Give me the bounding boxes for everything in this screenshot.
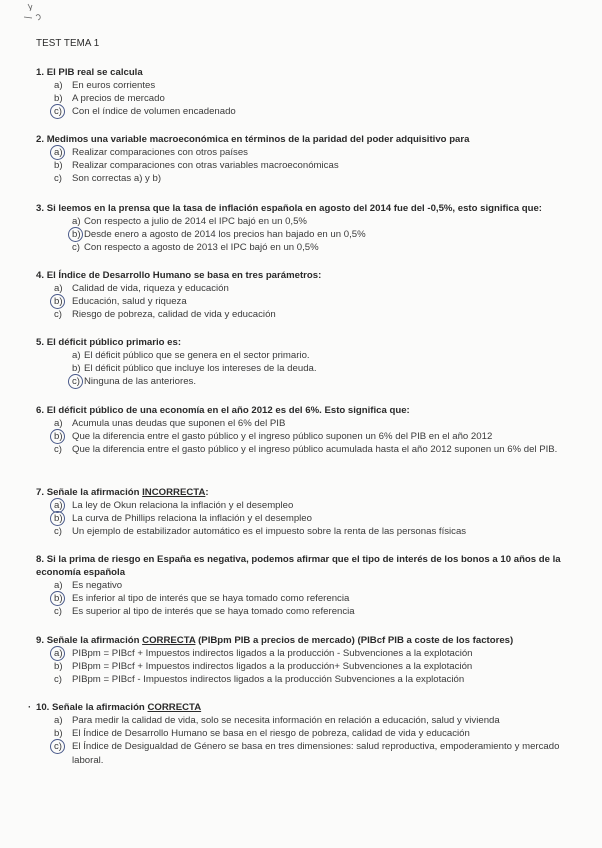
option-c: c) Con respecto a agosto de 2013 el IPC bajó en un 0,5%: [72, 242, 319, 254]
option-b: b) El déficit público que incluye los intereses de la deuda.: [72, 363, 317, 375]
option-a: a) El déficit público que se genera en el sector primario.: [72, 350, 310, 361]
page-title: TEST TEMA 1: [36, 38, 100, 49]
question-heading: 1. El PIB real se calcula: [36, 67, 143, 78]
question-7: [36, 486, 576, 539]
question-heading: · 10. Señale la afirmación CORRECTA: [28, 702, 202, 713]
option-a: a) Calidad de vida, riqueza y educación: [54, 283, 229, 294]
pen-scribble: [14, 2, 54, 24]
option-a: a) Para medir la calidad de vida, solo se necesita información en relación a educación, salud y vivienda: [54, 715, 500, 726]
option-b: b) Es inferior al tipo de interés que se haya tomado como referencia: [36, 592, 576, 605]
option-a: a) Con respecto a julio de 2014 el IPC bajó en un 0,5%: [72, 216, 307, 227]
option-c: c) Que la diferencia entre el gasto público y el ingreso público acumulada hasta el año 2012 suponen un 6% del PIB.: [54, 444, 558, 456]
option-c: c) Ninguna de las anteriores.: [36, 375, 576, 388]
question-heading: 8. Si la prima de riesgo en España es negativa, podemos afirmar que el tipo de interés de los bonos a 10 años de la economía española: [36, 554, 561, 578]
bullet-mark: ·: [28, 702, 32, 713]
option-a: a) Es negativo: [54, 580, 123, 591]
option-c: c) Es superior al tipo de interés que se haya tomado como referencia: [54, 606, 355, 618]
option-c: c) El Índice de Desigualdad de Género se basa en tres dimensiones: salud reproductiva, empoderamiento y mercado laboral.: [36, 740, 576, 766]
question-heading: 2. Medimos una variable macroeconómica en términos de la paridad del poder adquisitivo para: [36, 134, 470, 145]
question-9: [36, 634, 576, 687]
option-c: c) Un ejemplo de estabilizador automático es el impuesto sobre la renta de las personas físicas: [54, 526, 467, 538]
option-b: b) Educación, salud y riqueza: [36, 295, 576, 308]
option-b: b) Desde enero a agosto de 2014 los precios han bajado en un 0,5%: [36, 228, 576, 241]
question-2: [36, 133, 576, 186]
option-a: a) La ley de Okun relaciona la inflación y el desempleo: [36, 499, 576, 512]
option-b: b) PIBpm = PIBcf + Impuestos indirectos ligados a la producción+ Subvenciones a la explotación: [54, 661, 473, 673]
question-heading: 5. El déficit público primario es:: [36, 337, 182, 348]
option-b: b) La curva de Phillips relaciona la inflación y el desempleo: [36, 512, 576, 525]
question-8: [36, 553, 576, 619]
option-b: b) A precios de mercado: [54, 93, 165, 105]
option-a: a) Acumula unas deudas que suponen el 6% del PIB: [54, 418, 286, 429]
question-3: [36, 202, 576, 255]
option-b: b) Que la diferencia entre el gasto público y el ingreso público suponen un 6% del PIB en el año 2012: [36, 430, 576, 443]
option-c: c) PIBpm = PIBcf - Impuestos indirectos ligados a la producción Subvenciones a la explotación: [54, 674, 465, 686]
question-heading: 6. El déficit público de una economía en el año 2012 es del 6%. Esto significa que:: [36, 405, 410, 416]
question-10: [28, 701, 576, 767]
option-b: b) Realizar comparaciones con otras variables macroeconómicas: [54, 160, 339, 172]
question-1: [36, 66, 576, 119]
question-6: [36, 404, 576, 457]
option-c: c) Son correctas a) y b): [54, 173, 162, 185]
option-c: c) Riesgo de pobreza, calidad de vida y educación: [54, 309, 276, 321]
question-5: [36, 336, 576, 389]
question-heading: 3. Si leemos en la prensa que la tasa de inflación española en agosto del 2014 fue del -0,5%, esto significa que:: [36, 203, 542, 214]
option-b: b) El Índice de Desarrollo Humano se basa en el riesgo de pobreza, calidad de vida y educación: [54, 728, 470, 740]
question-heading: 7. Señale la afirmación INCORRECTA:: [36, 487, 209, 498]
option-a: a) Realizar comparaciones con otros países: [36, 146, 576, 159]
option-a: a) En euros corrientes: [54, 80, 156, 91]
question-heading: 9. Señale la afirmación CORRECTA (PIBpm PIB a precios de mercado) (PIBcf PIB a coste de los factores): [36, 635, 514, 646]
option-c: c) Con el índice de volumen encadenado: [36, 105, 576, 118]
option-a: a) PIBpm = PIBcf + Impuestos indirectos ligados a la producción - Subvenciones a la explotación: [36, 647, 576, 660]
question-4: [36, 269, 576, 322]
question-heading: 4. El Índice de Desarrollo Humano se basa en tres parámetros:: [36, 270, 322, 281]
